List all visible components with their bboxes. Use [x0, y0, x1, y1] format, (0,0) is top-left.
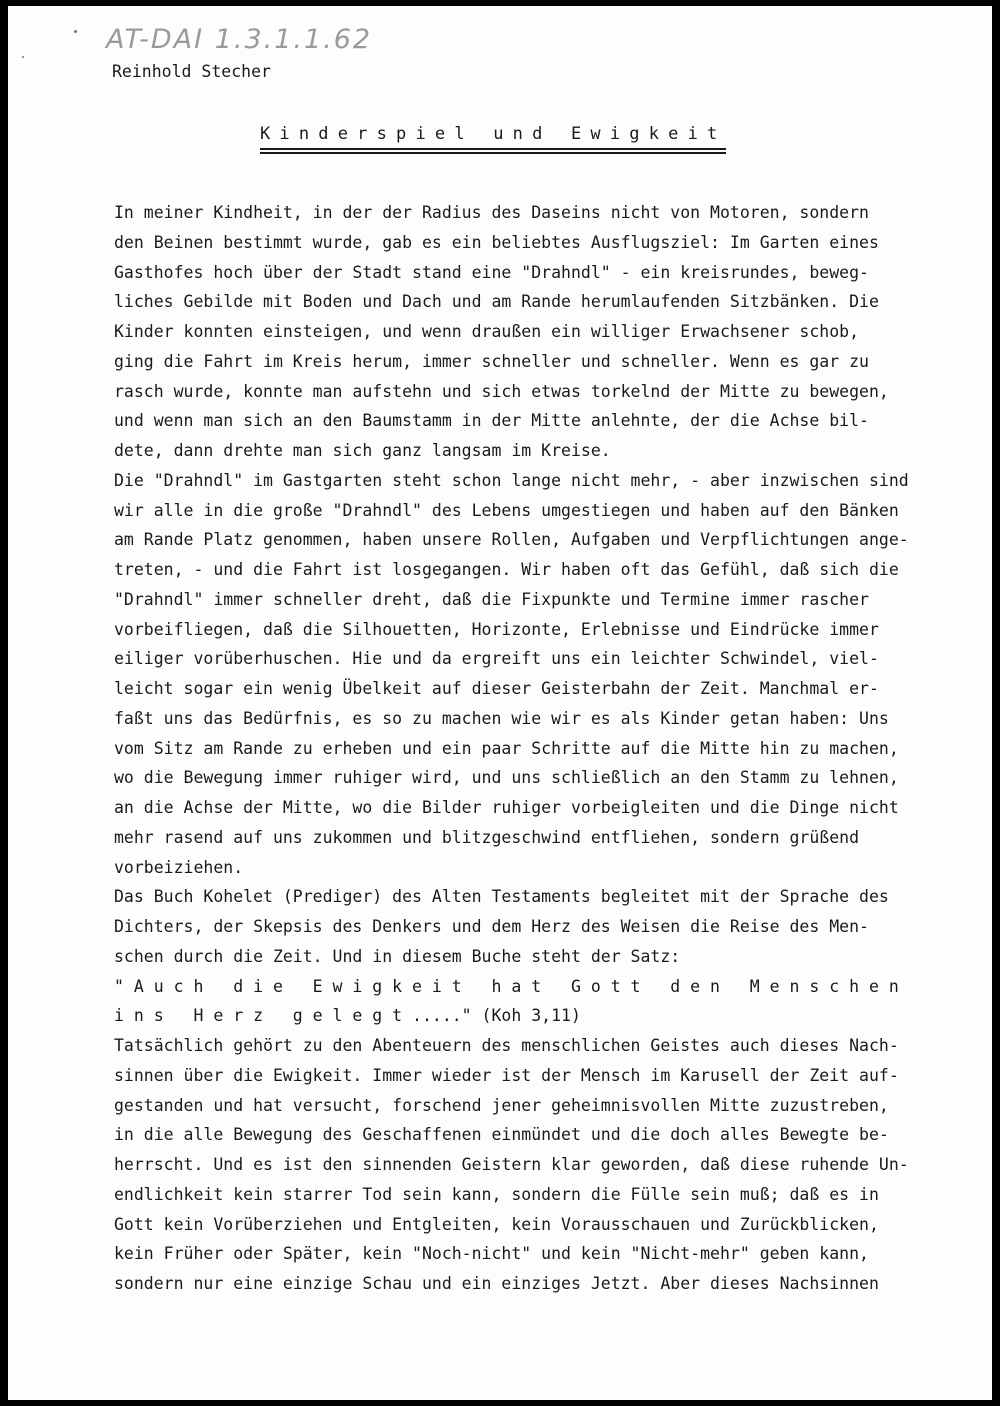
- text-line: und wenn man sich an den Baumstamm in der Mitte anlehnte, der die Achse bil-: [114, 411, 869, 431]
- text-line: endlichkeit kein starrer Tod sein kann, sondern die Fülle sein muß; daß es in: [114, 1184, 879, 1204]
- text-line: " A u c h d i e E w i g k e i t h a t G o t t d e n M e n s c h e n: [114, 976, 899, 996]
- text-line: leicht sogar ein wenig Übelkeit auf dieser Geisterbahn der Zeit. Manchmal er-: [114, 679, 879, 698]
- text-line: gestanden und hat versucht, forschend jener geheimnisvollen Mitte zuzustreben,: [114, 1095, 889, 1115]
- text-line: wir alle in die große "Drahndl" des Lebens umgestiegen und haben auf den Bänken: [114, 500, 899, 520]
- text-line: dete, dann drehte man sich ganz langsam im Kreise.: [114, 441, 611, 460]
- document-title: Kinderspiel und Ewigkeit: [260, 124, 727, 144]
- text-line: Gasthofes hoch über der Stadt stand eine "Drahndl" - ein kreisrundes, beweg-: [114, 262, 869, 282]
- text-line: mehr rasend auf uns zukommen und blitzgeschwind entfliehen, sondern grüßend: [114, 827, 860, 847]
- dust-speck: [74, 30, 77, 33]
- text-line: herrscht. Und es ist den sinnenden Geistern klar geworden, daß diese ruhende Un-: [114, 1155, 909, 1174]
- text-line: faßt uns das Bedürfnis, es so zu machen wie wir es als Kinder getan haben: Uns: [114, 708, 889, 728]
- text-line: sondern nur eine einzige Schau und ein einziges Jetzt. Aber dieses Nachsinnen: [114, 1274, 879, 1293]
- text-line: Die "Drahndl" im Gastgarten steht schon lange nicht mehr, - aber inzwischen sind: [114, 470, 909, 490]
- text-line: liches Gebilde mit Boden und Dach und am Rande herumlaufenden Sitzbänken. Die: [114, 292, 879, 312]
- text-line: Das Buch Kohelet (Prediger) des Alten Testaments begleitet mit der Sprache des: [114, 887, 889, 907]
- text-line: i n s H e r z g e l e g t ....." (Koh 3,11): [114, 1006, 581, 1026]
- text-line: "Drahndl" immer schneller dreht, daß die Fixpunkte und Termine immer rascher: [114, 589, 869, 609]
- archive-signature-handwritten: AT-DAI 1.3.1.1.62: [106, 24, 373, 55]
- document-page: [8, 6, 992, 1400]
- text-line: Gott kein Vorüberziehen und Entgleiten, kein Vorausschauen und Zurückblicken,: [114, 1214, 879, 1234]
- body-text: [114, 198, 914, 1299]
- text-line: In meiner Kindheit, in der der Radius des Daseins nicht von Motoren, sondern: [114, 203, 869, 222]
- text-line: sinnen über die Ewigkeit. Immer wieder ist der Mensch im Karusell der Zeit auf-: [114, 1065, 899, 1085]
- text-line: kein Früher oder Später, kein "Noch-nicht" und kein "Nicht-mehr" geben kann,: [114, 1244, 869, 1264]
- text-line: Kinder konnten einsteigen, und wenn draußen ein williger Erwachsener schob,: [114, 322, 860, 341]
- dust-speck: [22, 56, 24, 58]
- title-block: [260, 122, 730, 154]
- text-line: an die Achse der Mitte, wo die Bilder ruhiger vorbeigleiten und die Dinge nicht: [114, 798, 899, 817]
- text-line: treten, - und die Fahrt ist losgegangen. Wir haben oft das Gefühl, daß sich die: [114, 560, 899, 579]
- text-line: vom Sitz am Rande zu erheben und ein paar Schritte auf die Mitte hin zu machen,: [114, 738, 899, 758]
- text-line: rasch wurde, konnte man aufstehn und sich etwas torkelnd der Mitte zu bewegen,: [114, 381, 889, 401]
- text-line: am Rande Platz genommen, haben unsere Rollen, Aufgaben und Verpflichtungen ange-: [114, 530, 909, 550]
- text-line: schen durch die Zeit. Und in diesem Buche steht der Satz:: [114, 946, 681, 966]
- text-line: vorbeifliegen, daß die Silhouetten, Horizonte, Erlebnisse und Eindrücke immer: [114, 619, 879, 639]
- text-line: Tatsächlich gehört zu den Abenteuern des menschlichen Geistes auch dieses Nach-: [114, 1036, 899, 1055]
- title-double-underline: [260, 148, 726, 154]
- text-line: in die alle Bewegung des Geschaffenen einmündet und die doch alles Bewegte be-: [114, 1125, 889, 1145]
- text-line: vorbeiziehen.: [114, 857, 244, 877]
- text-line: eiliger vorüberhuschen. Hie und da ergreift uns ein leichter Schwindel, viel-: [114, 649, 879, 669]
- author-name: Reinhold Stecher: [112, 62, 271, 81]
- text-line: Dichters, der Skepsis des Denkers und dem Herz des Weisen die Reise des Men-: [114, 917, 869, 936]
- text-line: wo die Bewegung immer ruhiger wird, und uns schließlich an den Stamm zu lehnen,: [114, 768, 899, 788]
- text-line: den Beinen bestimmt wurde, gab es ein beliebtes Ausflugsziel: Im Garten eines: [114, 232, 879, 252]
- text-line: ging die Fahrt im Kreis herum, immer schneller und schneller. Wenn es gar zu: [114, 351, 869, 371]
